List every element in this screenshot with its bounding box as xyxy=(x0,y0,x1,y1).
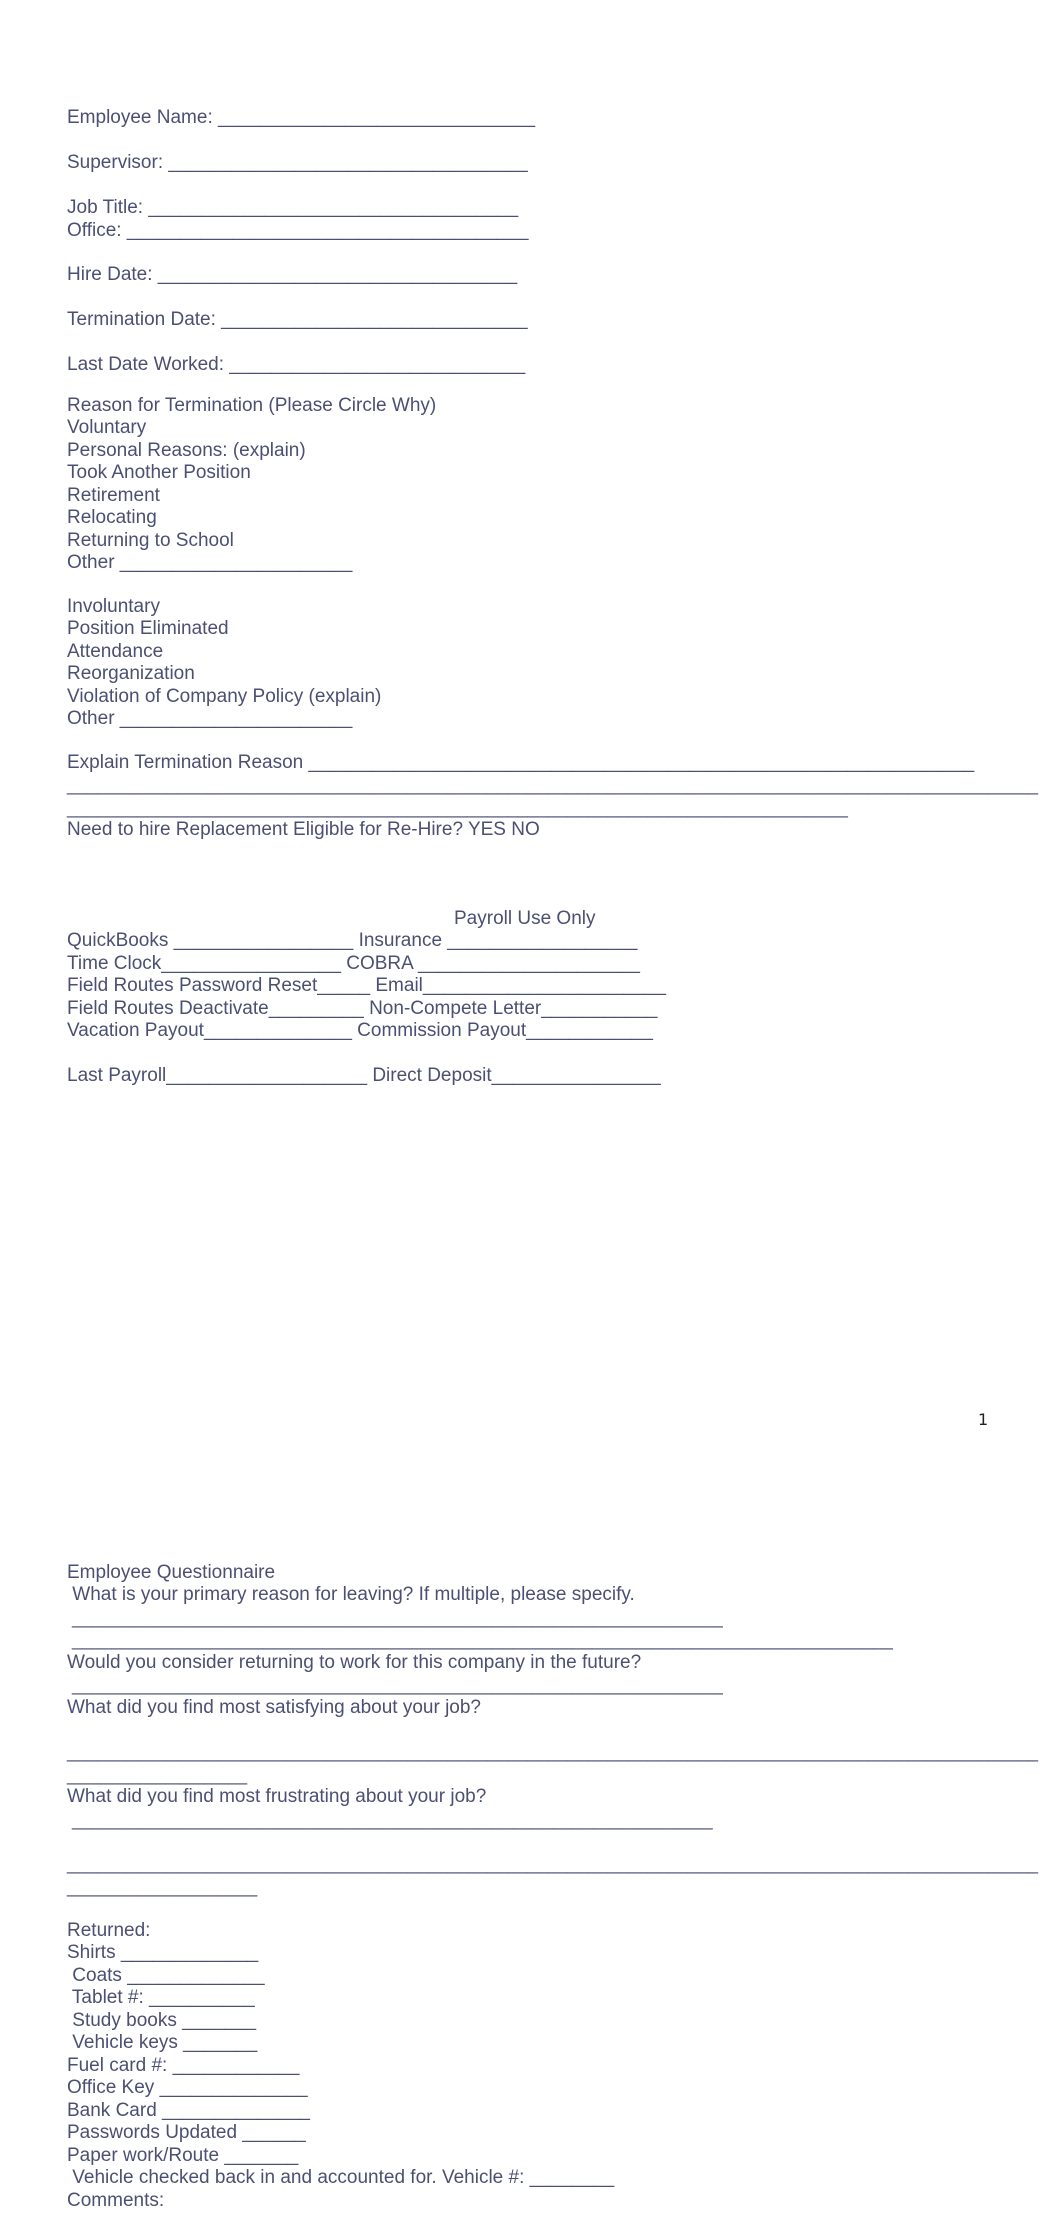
reason-heading: Reason for Termination (Please Circle Why) xyxy=(67,395,437,416)
question-return: Would you consider returning to work for this company in the future? xyxy=(67,1652,642,1673)
explain-termination-field: Explain Termination Reason _______________________________________________________________ xyxy=(67,752,975,773)
explain-line: _________________________________________________________________________________________________ xyxy=(67,775,1039,795)
reason-option: Position Eliminated xyxy=(67,618,229,639)
reason-option: Other ______________________ xyxy=(67,552,353,573)
payroll-row: Time Clock_________________ COBRA _____________________ xyxy=(67,953,640,974)
reason-option: Returning to School xyxy=(67,530,234,551)
reason-option: Took Another Position xyxy=(67,462,251,483)
payroll-row: Vacation Payout______________ Commission Payout____________ xyxy=(67,1020,653,1041)
reason-option: Reorganization xyxy=(67,663,195,684)
reason-option: Attendance xyxy=(67,641,164,662)
reason-option: Personal Reasons: (explain) xyxy=(67,440,306,461)
returned-item: Tablet #: __________ xyxy=(67,1987,255,2008)
last-payroll-row: Last Payroll___________________ Direct Deposit________________ xyxy=(67,1065,661,1086)
returned-item: Fuel card #: ____________ xyxy=(67,2055,300,2076)
answer-line: _________________________________________________________________________________________________ xyxy=(67,1854,1039,1874)
termination-date-field: Termination Date: _____________________________ xyxy=(67,309,528,330)
answer-line: __________________________________________________________________________________ xyxy=(67,1630,893,1650)
question-primary-reason: What is your primary reason for leaving? If multiple, please specify. xyxy=(67,1584,635,1605)
returned-item: Shirts _____________ xyxy=(67,1942,259,1963)
question-satisfying: What did you find most satisfying about your job? xyxy=(67,1697,482,1718)
page-number: 1 xyxy=(978,1410,989,1429)
office-field: Office: ______________________________________ xyxy=(67,220,529,241)
reason-involuntary: Involuntary xyxy=(67,596,160,617)
answer-line: _________________________________________________________________ xyxy=(67,1675,723,1695)
reason-option: Retirement xyxy=(67,485,160,506)
answer-line: ________________________________________________________________ xyxy=(67,1810,713,1830)
questionnaire-heading: Employee Questionnaire xyxy=(67,1562,276,1583)
answer-line: _________________________________________________________________ xyxy=(67,1608,723,1628)
answer-line: _________________________________________________________________________________________________ xyxy=(67,1742,1039,1762)
comments-label: Comments: xyxy=(67,2190,165,2211)
employee-name-field: Employee Name: ______________________________ xyxy=(67,107,536,128)
returned-item: Bank Card ______________ xyxy=(67,2100,310,2121)
question-frustrating: What did you find most frustrating about your job? xyxy=(67,1786,487,1807)
returned-item: Paper work/Route _______ xyxy=(67,2145,299,2166)
supervisor-field: Supervisor: __________________________________ xyxy=(67,152,528,173)
last-date-worked-field: Last Date Worked: ____________________________ xyxy=(67,354,526,375)
explain-line: ______________________________________________________________________________ xyxy=(67,798,848,818)
reason-option: Violation of Company Policy (explain) xyxy=(67,686,382,707)
returned-item: Passwords Updated ______ xyxy=(67,2122,306,2143)
job-title-field: Job Title: ___________________________________ xyxy=(67,197,519,218)
reason-voluntary: Voluntary xyxy=(67,417,147,438)
payroll-heading: Payroll Use Only xyxy=(454,908,596,929)
returned-heading: Returned: xyxy=(67,1920,151,1941)
answer-line: __________________ xyxy=(67,1765,248,1785)
returned-item: Study books _______ xyxy=(67,2010,257,2031)
payroll-row: Field Routes Password Reset_____ Email_______________________ xyxy=(67,975,666,996)
answer-line: ___________________ xyxy=(67,1877,258,1897)
returned-item: Vehicle checked back in and accounted for. Vehicle #: ________ xyxy=(67,2167,615,2188)
rehire-question: Need to hire Replacement Eligible for Re-Hire? YES NO xyxy=(67,819,540,840)
payroll-row: QuickBooks _________________ Insurance __________________ xyxy=(67,930,638,951)
returned-item: Coats _____________ xyxy=(67,1965,265,1986)
reason-option: Other ______________________ xyxy=(67,708,353,729)
hire-date-field: Hire Date: __________________________________ xyxy=(67,264,518,285)
reason-option: Relocating xyxy=(67,507,157,528)
returned-item: Office Key ______________ xyxy=(67,2077,308,2098)
payroll-row: Field Routes Deactivate_________ Non-Compete Letter___________ xyxy=(67,998,658,1019)
returned-item: Vehicle keys _______ xyxy=(67,2032,258,2053)
